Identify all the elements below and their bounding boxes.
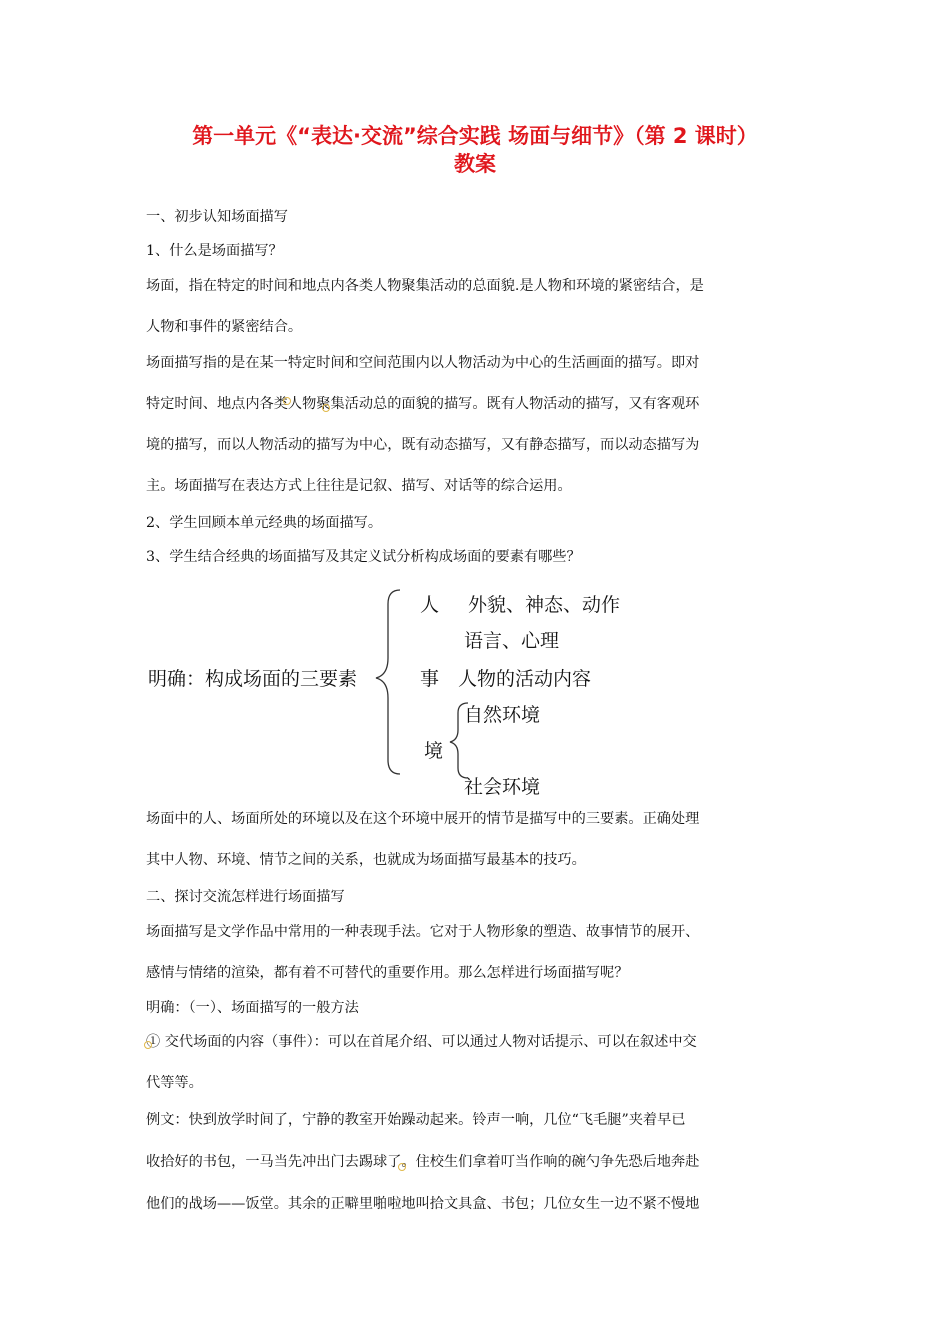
example-line: 收拾好的书包，一马当先冲出门去踢球了。住校生们拿着叮当作响的碗勺争先恐后地奔赴 [146, 1154, 700, 1170]
question-2: 2、学生回顾本单元经典的场面描写。 [146, 515, 383, 531]
paragraph-line: 其中人物、环境、情节之间的关系，也就成为场面描写最基本的技巧。 [146, 852, 586, 868]
diagram-ren-label: 人 [420, 594, 440, 616]
diagram-shi-label: 事 [420, 668, 440, 690]
paragraph-line: 代等等。 [146, 1075, 203, 1091]
comment-marker-icon [398, 1163, 406, 1171]
method-heading: 明确：（一）、场面描写的一般方法 [146, 1000, 359, 1016]
question-1: 1、什么是场面描写？ [146, 243, 283, 259]
section-heading-2: 二、探讨交流怎样进行场面描写 [146, 889, 345, 905]
example-line: 他们的战场——饭堂。其余的正噼里啪啦地叫拾文具盒、书包；几位女生一边不紧不慢地 [146, 1196, 700, 1212]
title-line-2: 教案 [454, 152, 496, 176]
diagram-ren-items-2: 语言、心理 [464, 630, 560, 652]
paragraph-line: 主。场面描写在表达方式上往往是记叙、描写、对话等的综合运用。 [146, 478, 572, 494]
diagram-jing-nature: 自然环境 [464, 704, 541, 726]
paragraph-line: 感情与情绪的渲染，都有着不可替代的重要作用。那么怎样进行场面描写呢？ [146, 965, 629, 981]
question-3: 3、学生结合经典的场面描写及其定义试分析构成场面的要素有哪些？ [146, 549, 581, 565]
paragraph-line: 场面，指在特定的时间和地点内各类人物聚集活动的总面貌.是人物和环境的紧密结合，是 [146, 278, 704, 294]
paragraph-line: 境的描写，而以人物活动的描写为中心，既有动态描写，又有静态描写，而以动态描写为 [146, 437, 700, 453]
comment-marker-icon [322, 404, 330, 412]
comment-marker-icon [144, 1041, 152, 1049]
diagram-main-label: 明确：构成场面的三要素 [148, 668, 358, 690]
title-line-1: 第一单元《“表达·交流”综合实践 场面与细节》（第 2 课时） [192, 124, 758, 148]
paragraph-line: 场面描写指的是在某一特定时间和空间范围内以人物活动为中心的生活画面的描写。即对 [146, 355, 700, 371]
paragraph-line: 场面中的人、场面所处的环境以及在这个环境中展开的情节是描写中的三要素。正确处理 [146, 811, 700, 827]
paragraph-line: 人物和事件的紧密结合。 [146, 319, 303, 335]
section-heading-1: 一、初步认知场面描写 [146, 209, 288, 225]
diagram-shi-items: 人物的活动内容 [458, 668, 592, 690]
diagram-jing-label: 境 [424, 740, 444, 762]
paragraph-line: 场面描写是文学作品中常用的一种表现手法。它对于人物形象的塑造、故事情节的展开、 [146, 924, 700, 940]
diagram-ren-items-1: 外貌、神态、动作 [468, 594, 621, 616]
diagram-jing-social: 社会环境 [464, 776, 541, 798]
three-elements-diagram [0, 578, 950, 800]
paragraph-line: 特定时间、地点内各类人物聚集活动总的面貌的描写。既有人物活动的描写，又有客观环 [146, 396, 700, 412]
comment-marker-icon [283, 397, 291, 405]
paragraph-line: ① 交代场面的内容（事件）：可以在首尾介绍、可以通过人物对话提示、可以在叙述中交 [146, 1034, 697, 1050]
example-line: 例文：快到放学时间了，宁静的教室开始躁动起来。铃声一响，几位“飞毛腿”夹着早已 [146, 1112, 686, 1128]
